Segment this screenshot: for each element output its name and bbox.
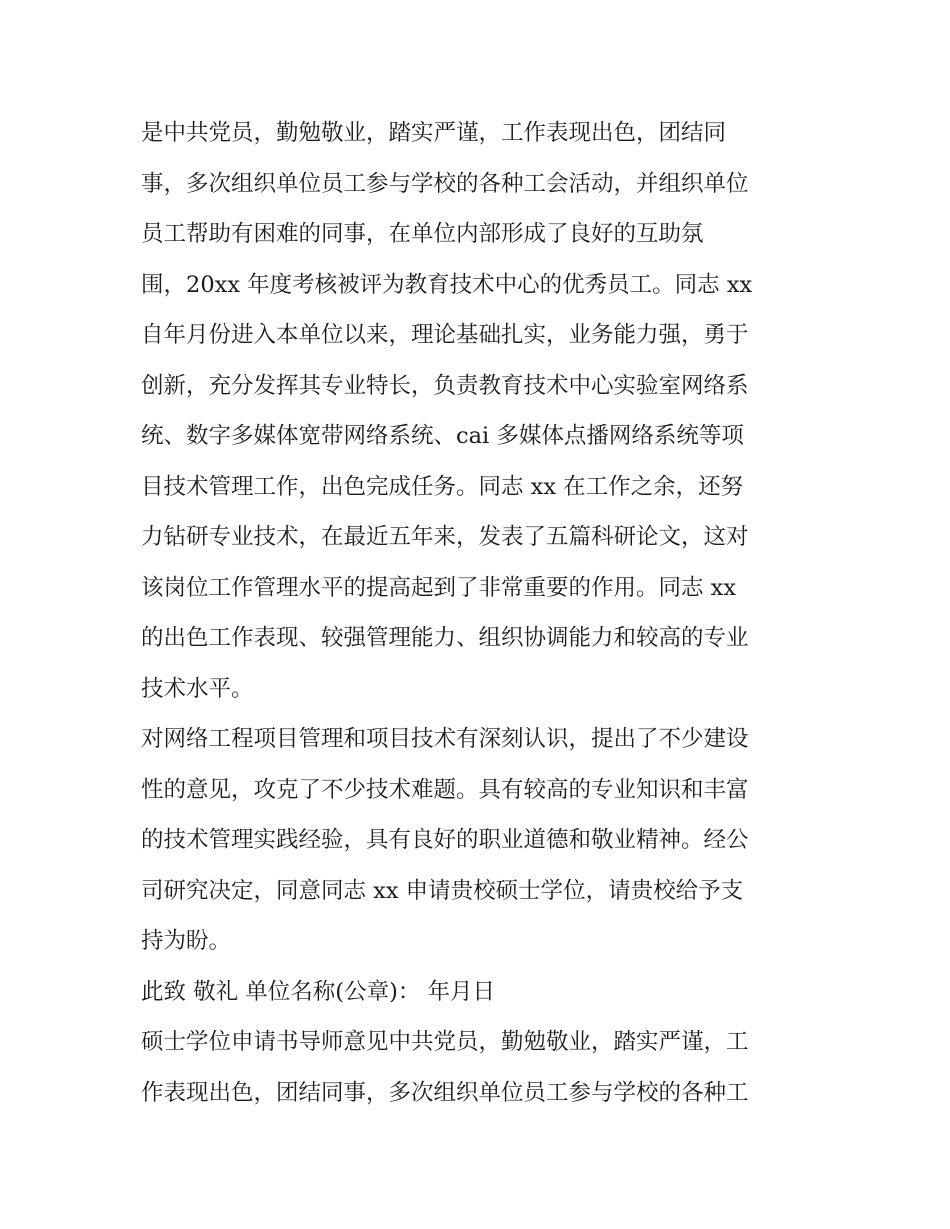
text-line-17: 持为盼。 <box>141 928 232 954</box>
text-line-5: 自年月份进入本单位以来，理论基础扎实，业务能力强，勇于 <box>141 322 749 348</box>
text-line-2: 事，多次组织单位员工参与学校的各种工会活动，并组织单位 <box>141 170 749 197</box>
text-line-15: 的技术管理实践经验，具有良好的职业道德和敬业精神。经公 <box>141 827 749 853</box>
text-line-8: 目技术管理工作，出色完成任务。同志 xx 在工作之余，还努 <box>141 473 744 500</box>
text-line-10: 该岗位工作管理水平的提高起到了非常重要的作用。同志 xx <box>141 574 737 601</box>
text-line-19: 硕士学位申请书导师意见中共党员，勤勉敬业，踏实严谨，工 <box>141 1029 749 1055</box>
text-line-18: 此致 敬礼 单位名称(公章)： 年月日 <box>141 978 496 1005</box>
text-line-9: 力钻研专业技术，在最近五年来，发表了五篇科研论文，这对 <box>141 524 749 550</box>
text-line-1: 是中共党员，勤勉敬业，踏实严谨，工作表现出色，团结同 <box>141 120 727 146</box>
text-line-16: 司研究决定，同意同志 xx 申请贵校硕士学位，请贵校给予支 <box>141 877 744 904</box>
document-body <box>141 108 816 1118</box>
text-line-11: 的出色工作表现、较强管理能力、组织协调能力和较高的专业 <box>141 625 749 651</box>
text-line-6: 创新，充分发挥其专业特长，负责教育技术中心实验室网络系 <box>141 372 749 399</box>
text-line-4: 围，20xx 年度考核被评为教育技术中心的优秀员工。同志 xx <box>141 271 753 298</box>
text-line-12: 技术水平。 <box>141 675 254 702</box>
text-line-14: 性的意见，攻克了不少技术难题。具有较高的专业知识和丰富 <box>141 776 749 803</box>
text-line-3: 员工帮助有困难的同事，在单位内部形成了良好的互助氛 <box>141 221 704 247</box>
text-line-7: 统、数字多媒体宽带网络系统、cai 多媒体点播网络系统等项 <box>141 423 744 449</box>
text-line-13: 对网络工程项目管理和项目技术有深刻认识，提出了不少建设 <box>141 726 749 752</box>
text-line-20: 作表现出色，团结同事，多次组织单位员工参与学校的各种工 <box>141 1079 749 1106</box>
